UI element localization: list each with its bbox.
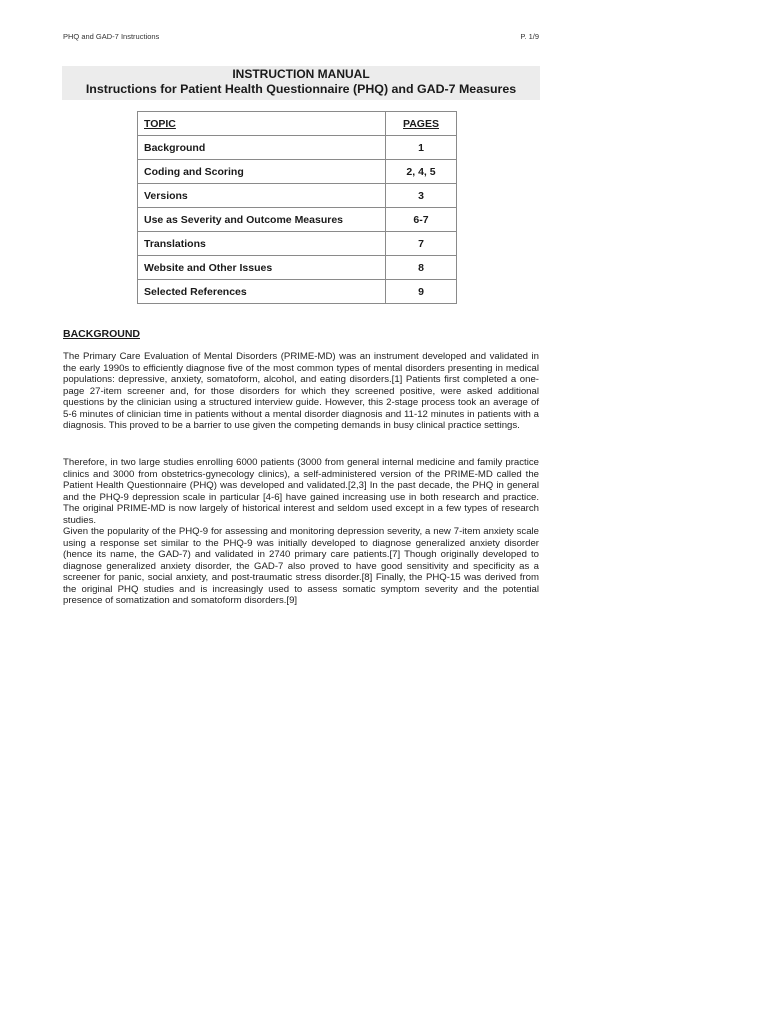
toc-pages: 1 [386, 136, 457, 160]
background-heading: BACKGROUND [63, 328, 140, 340]
toc-row [138, 184, 457, 208]
toc-topic: Selected References [138, 280, 386, 304]
background-paragraph: Given the popularity of the PHQ-9 for assessing and monitoring depression severity, a new 7-item anxiety scale using a response set similar to the PHQ-9 was initially developed to diagnose generalized anxiety disorder (hence its name, the GAD-7) and validated in 2740 primary care patients.[7] Though originally developed to diagnose generalized anxiety disorder, the GAD-7 also proved to have good sensitivity and specificity as a screener for panic, social anxiety, and post-traumatic stress disorder.[8] Finally, the PHQ-15 was derived from the original PHQ studies and is increasingly used to assess somatic symptom severity and the potential presence of somatization and somatoform disorders.[9] [63, 526, 539, 606]
toc-pages: 9 [386, 280, 457, 304]
background-body-2 [63, 457, 539, 607]
background-paragraph: Therefore, in two large studies enrolling 6000 patients (3000 from general internal medicine and family practice clinics and 3000 from obstetrics-gynecology clinics), a self-administered version of the PRIME-MD called the Patient Health Questionnaire (PHQ) was developed and validated.[2,3] In the past decade, the PHQ in general and the PHQ-9 depression scale in particular [4-6] have gained increasing use in both research and practice. The original PRIME-MD is now largely of historical interest and seldom used except in a few types of research studies. [63, 457, 539, 526]
toc-topic: Coding and Scoring [138, 160, 386, 184]
toc-row [138, 232, 457, 256]
toc-pages: 7 [386, 232, 457, 256]
toc-col-pages: PAGES [386, 112, 457, 136]
toc-col-topic: TOPIC [138, 112, 386, 136]
toc-topic: Use as Severity and Outcome Measures [138, 208, 386, 232]
toc-topic: Website and Other Issues [138, 256, 386, 280]
toc-pages: 6-7 [386, 208, 457, 232]
toc-topic: Translations [138, 232, 386, 256]
toc-topic: Versions [138, 184, 386, 208]
toc-row [138, 280, 457, 304]
background-body-1 [63, 351, 539, 432]
toc-header-row [138, 112, 457, 136]
manual-title: INSTRUCTION MANUAL [232, 67, 370, 81]
manual-subtitle: Instructions for Patient Health Questionnaire (PHQ) and GAD-7 Measures [85, 82, 517, 96]
title-block [62, 66, 540, 100]
toc-topic: Background [138, 136, 386, 160]
toc-row [138, 160, 457, 184]
toc-table [137, 111, 457, 304]
header-doc-title: PHQ and GAD-7 Instructions [63, 32, 160, 41]
toc-pages: 3 [386, 184, 457, 208]
toc-row [138, 256, 457, 280]
toc-pages: 2, 4, 5 [386, 160, 457, 184]
toc-row [138, 208, 457, 232]
header-page-number: P. 1/9 [520, 32, 539, 41]
toc-pages: 8 [386, 256, 457, 280]
toc-row [138, 136, 457, 160]
background-paragraph: The Primary Care Evaluation of Mental Disorders (PRIME-MD) was an instrument developed and validated in the early 1990s to efficiently diagnose five of the most common types of mental disorders presenting in medical populations: depressive, anxiety, somatoform, alcohol, and eating disorders.[1] Patients first completed a one-page 27-item screener and, for those disorders for which they screened positive, were asked additional questions by the clinician using a structured interview guide. However, this 2-stage process took an average of 5-6 minutes of clinician time in patients without a mental disorder diagnosis and 11-12 minutes in patients with a diagnosis. This proved to be a barrier to use given the competing demands in busy clinical practice settings. [63, 351, 539, 431]
